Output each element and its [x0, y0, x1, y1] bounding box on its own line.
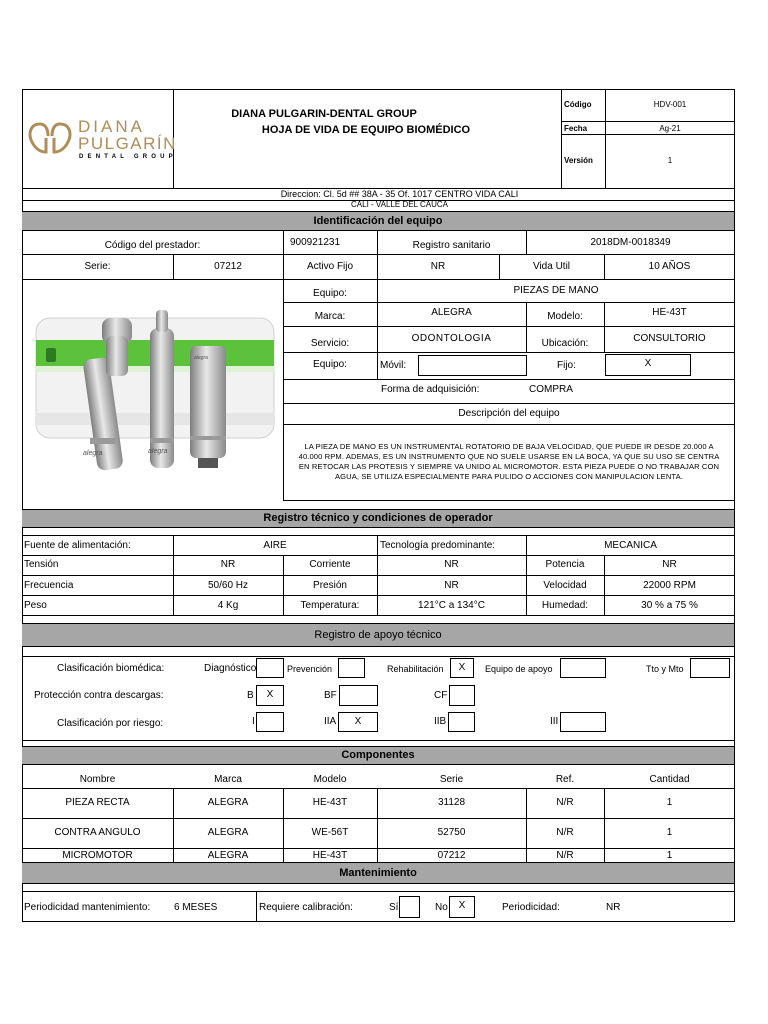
cell-cantidad: 1 [666, 850, 673, 861]
col-header-modelo: Modelo [313, 774, 347, 785]
vida-util-value: 10 AÑOS [648, 261, 691, 272]
col-header-cantidad: Cantidad [649, 774, 690, 785]
logo-dental-group: DENTAL GROUP [79, 154, 177, 160]
equipment-photo [28, 288, 278, 478]
prevencion-label: Prevención [287, 664, 333, 674]
cell-cantidad: 1 [666, 827, 673, 838]
si-checkbox[interactable] [399, 896, 420, 918]
si-label: Sí [389, 902, 399, 913]
logo-pulgarin: PULGARÍN [78, 134, 177, 153]
movil-label: Móvil: [380, 360, 407, 371]
cell-ref: N/R [556, 797, 574, 808]
clasificacion-biomedica-label: Clasificación biomédica: [57, 663, 165, 674]
frecuencia-label: Frecuencia [24, 580, 74, 591]
peso-label: Peso [24, 600, 47, 611]
registro-sanitario-value: 2018DM-0018349 [590, 237, 671, 248]
cell-serie: 52750 [437, 827, 466, 838]
photo-brand-label-1: alegra [83, 450, 103, 457]
periodicidad-value: NR [606, 902, 621, 913]
i-checkbox[interactable] [256, 712, 284, 732]
descripcion-text [283, 442, 735, 482]
servicio-label: Servicio: [310, 338, 350, 349]
tecnologia-label: Tecnología predominante: [380, 540, 496, 551]
corriente-label: Corriente [309, 559, 351, 570]
section-apoyo-tecnico: Registro de apoyo técnico [22, 623, 734, 647]
codigo-value: HDV-001 [653, 100, 687, 109]
periodicidad-mantenimiento-value: 6 MESES [174, 902, 218, 913]
no-label: No [435, 902, 448, 913]
tecnologia-value: MECANICA [604, 540, 657, 551]
codigo-label: Código [564, 100, 592, 109]
potencia-value: NR [662, 559, 677, 570]
humedad-value: 30 % a 75 % [641, 600, 698, 611]
document-title: HOJA DE VIDA DE EQUIPO BIOMÉDICO [261, 124, 471, 136]
humedad-label: Humedad: [541, 600, 589, 611]
clasificacion-riesgo-label: Clasificación por riesgo: [57, 718, 164, 729]
cf-label: CF [434, 690, 448, 701]
frecuencia-value: 50/60 Hz [207, 580, 249, 591]
bf-checkbox[interactable] [339, 685, 378, 706]
tooth-logo-icon [26, 118, 76, 156]
equipo-apoyo-checkbox[interactable] [560, 658, 606, 678]
descripcion-line: 40.000 RPM. ADEMAS, ES UN INSTRUMENTO QUE NO SUELE USARSE EN LA BOCA, YA QUE SU USO SE CENTRA [298, 452, 720, 461]
rehabilitacion-label: Rehabilitación [387, 664, 444, 674]
registro-sanitario-label: Registro sanitario [412, 240, 491, 251]
marca-label: Marca: [314, 311, 346, 322]
tto-mto-label: Tto y Mto [646, 664, 684, 674]
presion-label: Presión [313, 580, 347, 591]
corriente-value: NR [444, 559, 459, 570]
descripcion-label: Descripción del equipo [458, 408, 560, 419]
iii-label: III [550, 716, 559, 727]
marca-value: ALEGRA [431, 307, 472, 318]
movil-checkbox[interactable] [418, 355, 527, 376]
cell-serie: 31128 [437, 797, 466, 808]
col-header-serie: Serie [439, 774, 464, 785]
col-header-ref: Ref. [555, 774, 575, 785]
proteccion-descargas-label: Protección contra descargas: [34, 690, 164, 701]
calibracion-label: Requiere calibración: [259, 902, 353, 913]
velocidad-value: 22000 RPM [643, 580, 696, 591]
bf-label: BF [324, 690, 337, 701]
ubicacion-value: CONSULTORIO [633, 333, 706, 344]
tto-mto-checkbox[interactable] [690, 658, 730, 678]
modelo-label: Modelo: [547, 311, 583, 322]
periodicidad-label: Periodicidad: [502, 902, 560, 913]
prevencion-checkbox[interactable] [338, 658, 365, 678]
rehabilitacion-checkbox[interactable]: X [450, 658, 474, 678]
descripcion-line: LA PIEZA DE MANO ES UN INSTRUMENTAL ROTATORIO DE BAJA VELOCIDAD, QUE PUEDE IR DESDE 20.000 A [304, 442, 714, 451]
serie-label: Serie: [84, 261, 111, 272]
cell-ref: N/R [556, 827, 574, 838]
equipo-tipo-label: Equipo: [313, 359, 347, 370]
fijo-label: Fijo: [557, 360, 576, 371]
logo-diana: DIANA [78, 117, 145, 136]
address-line-1: Direccion: Cl. 5d ## 38A - 35 Of. 1017 CENTRO VIDA CALI [280, 189, 519, 199]
no-checkbox[interactable]: X [449, 896, 475, 918]
b-checkbox[interactable]: X [256, 685, 284, 706]
iia-label: IIA [324, 716, 337, 727]
iib-checkbox[interactable] [448, 712, 475, 732]
servicio-value: ODONTOLOGIA [411, 333, 492, 344]
photo-brand-label-2: alegra [148, 448, 168, 455]
address-line-2: CALI - VALLE DEL CAUCA [351, 200, 448, 209]
tension-value: NR [220, 559, 236, 570]
iia-checkbox[interactable]: X [338, 712, 378, 732]
potencia-label: Potencia [545, 559, 585, 570]
cell-serie: 07212 [437, 850, 466, 861]
vida-util-label: Vida Util [532, 261, 571, 272]
section-mantenimiento: Mantenimiento [22, 862, 734, 884]
temperatura-label: Temperatura: [300, 600, 360, 611]
peso-value: 4 Kg [217, 600, 239, 611]
cell-nombre: CONTRA ANGULO [54, 827, 141, 838]
adquisicion-value: COMPRA [529, 384, 573, 395]
cell-cantidad: 1 [666, 797, 673, 808]
section-identificacion: Identificación del equipo [22, 211, 734, 231]
descripcion-line: AGUA, SE UTILIZA ESPECIALMENTE PARA PULIDO O ACCIONES CON MANIPULACION LENTA. [335, 472, 683, 481]
cell-marca: ALEGRA [207, 850, 249, 861]
periodicidad-mantenimiento-label: Periodicidad mantenimiento: [24, 902, 151, 913]
cell-ref: N/R [556, 850, 574, 861]
codigo-prestador-value: 900921231 [290, 237, 341, 248]
iib-label: IIB [434, 716, 447, 727]
version-value: 1 [667, 156, 673, 165]
activo-fijo-value: NR [430, 261, 446, 272]
codigo-prestador-label: Código del prestador: [104, 240, 201, 251]
cell-nombre: PIEZA RECTA [65, 797, 130, 808]
b-label: B [247, 690, 254, 701]
version-label: Versión [564, 156, 593, 165]
ubicacion-label: Ubicación: [541, 338, 589, 349]
equipo-label: Equipo: [313, 288, 347, 299]
cell-modelo: WE-56T [311, 827, 349, 838]
iii-checkbox[interactable] [560, 712, 606, 732]
cell-marca: ALEGRA [207, 797, 249, 808]
col-header-marca: Marca [214, 774, 242, 785]
company-title: DIANA PULGARIN-DENTAL GROUP [231, 108, 417, 120]
section-componentes: Componentes [22, 746, 734, 765]
fecha-value: Ag-21 [659, 124, 681, 133]
diagnostico-label: Diagnóstico [204, 663, 257, 674]
i-label: I [252, 716, 255, 727]
equipo-apoyo-label: Equipo de apoyo [485, 664, 553, 674]
cell-modelo: HE-43T [312, 797, 348, 808]
photo-brand-label-3: alegra [194, 355, 208, 361]
fecha-label: Fecha [564, 124, 588, 133]
cell-nombre: MICROMOTOR [62, 850, 133, 861]
temperatura-value: 121°C a 134°C [418, 600, 485, 611]
fuente-value: AIRE [263, 540, 287, 551]
section-registro-tecnico: Registro técnico y condiciones de operador [22, 509, 734, 528]
descripcion-line: EN RETOCAR LAS PROTESIS Y SIEMPRE VA UNIDO AL MICROMOTOR. ESTA PIEZA PUEDE O NO TRABAJAR CON [298, 462, 720, 471]
equipo-value: PIEZAS DE MANO [513, 285, 599, 296]
activo-fijo-label: Activo Fijo [306, 261, 354, 272]
serie-value: 07212 [214, 261, 242, 272]
cf-checkbox[interactable] [449, 685, 475, 706]
cell-modelo: HE-43T [312, 850, 348, 861]
presion-value: NR [444, 580, 459, 591]
cell-marca: ALEGRA [207, 827, 249, 838]
col-header-nombre: Nombre [79, 774, 116, 785]
diagnostico-checkbox[interactable] [256, 658, 284, 678]
tension-label: Tensión [24, 559, 59, 570]
modelo-value: HE-43T [652, 307, 687, 318]
velocidad-label: Velocidad [543, 580, 587, 591]
fuente-label: Fuente de alimentación: [24, 540, 131, 551]
fijo-checkbox[interactable]: X [605, 354, 691, 376]
adquisicion-label: Forma de adquisición: [381, 384, 480, 395]
